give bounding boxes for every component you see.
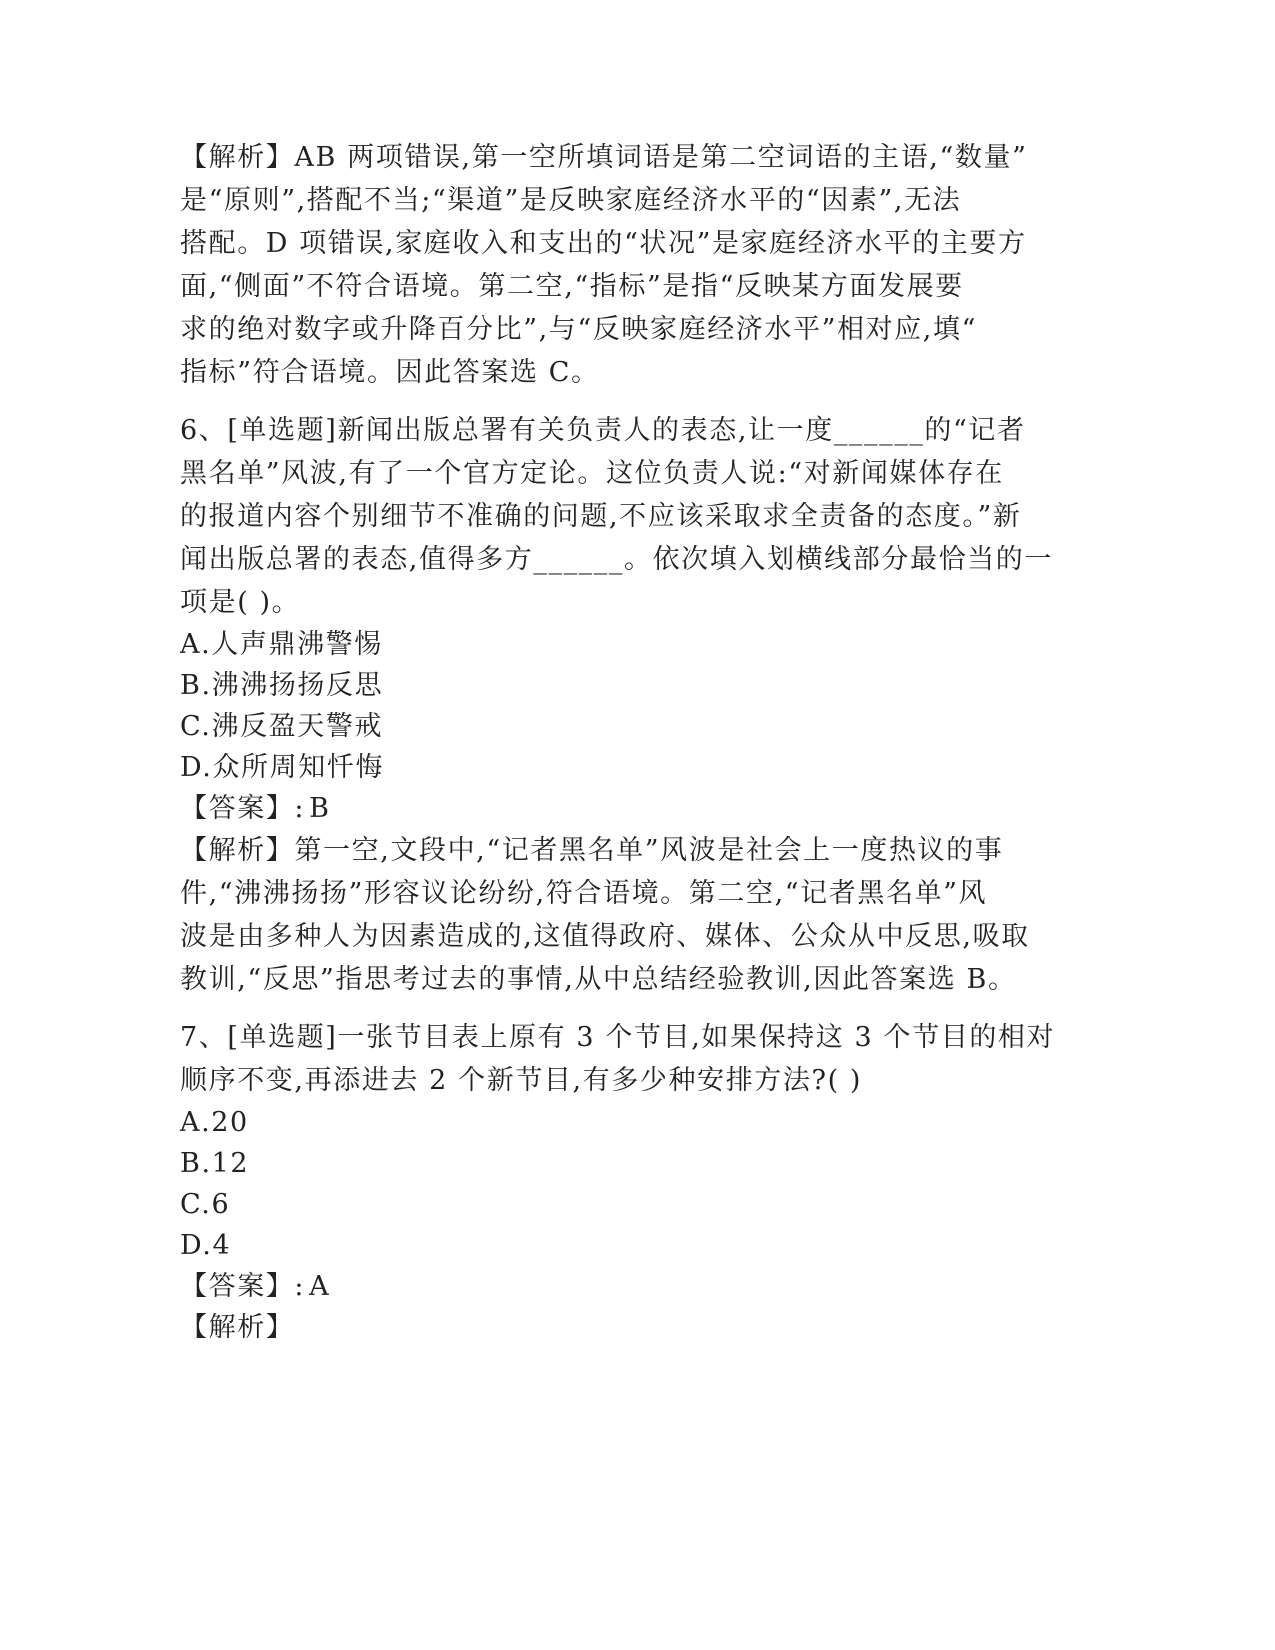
- q7-option-b: B.12: [180, 1148, 250, 1179]
- question-6: [180, 409, 1075, 1001]
- question-7: [180, 1016, 1075, 1348]
- q6-analysis-line: 教训,“反思”指思考过去的事情,从中总结经验教训,因此答案选 B。: [180, 964, 1017, 995]
- q7-analysis-label: 【解析】: [180, 1312, 295, 1343]
- q5-analysis: [180, 136, 1075, 394]
- q5-analysis-line: 求的绝对数字或升降百分比”,与“反映家庭经济水平”相对应,填“: [180, 314, 977, 345]
- q6-stem-line: 闻出版总署的表态,值得多方______。依次填入划横线部分最恰当的一: [180, 544, 1053, 575]
- q6-stem-line: 的报道内容个别细节不准确的问题,不应该采取求全责备的态度。”新: [180, 501, 1022, 532]
- q5-analysis-line: 指标”符合语境。因此答案选 C。: [180, 357, 600, 388]
- q7-option-a: A.20: [180, 1107, 249, 1138]
- q5-analysis-line: 是“原则”,搭配不当;“渠道”是反映家庭经济水平的“因素”,无法: [180, 185, 962, 216]
- q6-option-c: C.沸反盈天警戒: [180, 711, 384, 742]
- q5-analysis-line: 搭配。D 项错误,家庭收入和支出的“状况”是家庭经济水平的主要方: [180, 228, 1027, 259]
- answer-label: 【答案】:: [180, 793, 306, 824]
- q7-answer: [180, 1266, 1075, 1307]
- q6-option-b: B.沸沸扬扬反思: [180, 670, 384, 701]
- answer-label: 【答案】:: [180, 1271, 306, 1302]
- answer-value: B: [309, 793, 331, 824]
- q6-stem-line: 黑名单”风波,有了一个官方定论。这位负责人说:“对新闻媒体存在: [180, 458, 1004, 489]
- spacer: [180, 394, 1075, 409]
- q6-answer: [180, 788, 1075, 829]
- q6-option-d: D.众所周知忏悔: [180, 752, 385, 783]
- answer-value: A: [309, 1271, 331, 1302]
- q7-stem-line: 顺序不变,再添进去 2 个新节目,有多少种安排方法?( ): [180, 1065, 863, 1096]
- spacer: [180, 1001, 1075, 1016]
- q6-analysis-line: 【解析】第一空,文段中,“记者黑名单”风波是社会上一度热议的事: [180, 835, 1004, 866]
- document-page: [180, 136, 1075, 1348]
- q7-option-d: D.4: [180, 1230, 232, 1261]
- q5-analysis-line: 【解析】AB 两项错误,第一空所填词语是第二空词语的主语,“数量”: [180, 142, 1028, 173]
- q6-analysis-line: 波是由多种人为因素造成的,这值得政府、媒体、公众从中反思,吸取: [180, 921, 1030, 952]
- q6-option-a: A.人声鼎沸警惕: [180, 629, 383, 660]
- q5-analysis-line: 面,“侧面”不符合语境。第二空,“指标”是指“反映某方面发展要: [180, 271, 964, 302]
- q6-stem-line: 6、[单选题]新闻出版总署有关负责人的表态,让一度______的“记者: [180, 415, 1026, 446]
- q7-option-c: C.6: [180, 1189, 231, 1220]
- q6-analysis-line: 件,“沸沸扬扬”形容议论纷纷,符合语境。第二空,“记者黑名单”风: [180, 878, 988, 909]
- q7-stem-line: 7、[单选题]一张节目表上原有 3 个节目,如果保持这 3 个节目的相对: [180, 1022, 1056, 1053]
- q6-stem-line: 项是( )。: [180, 587, 301, 618]
